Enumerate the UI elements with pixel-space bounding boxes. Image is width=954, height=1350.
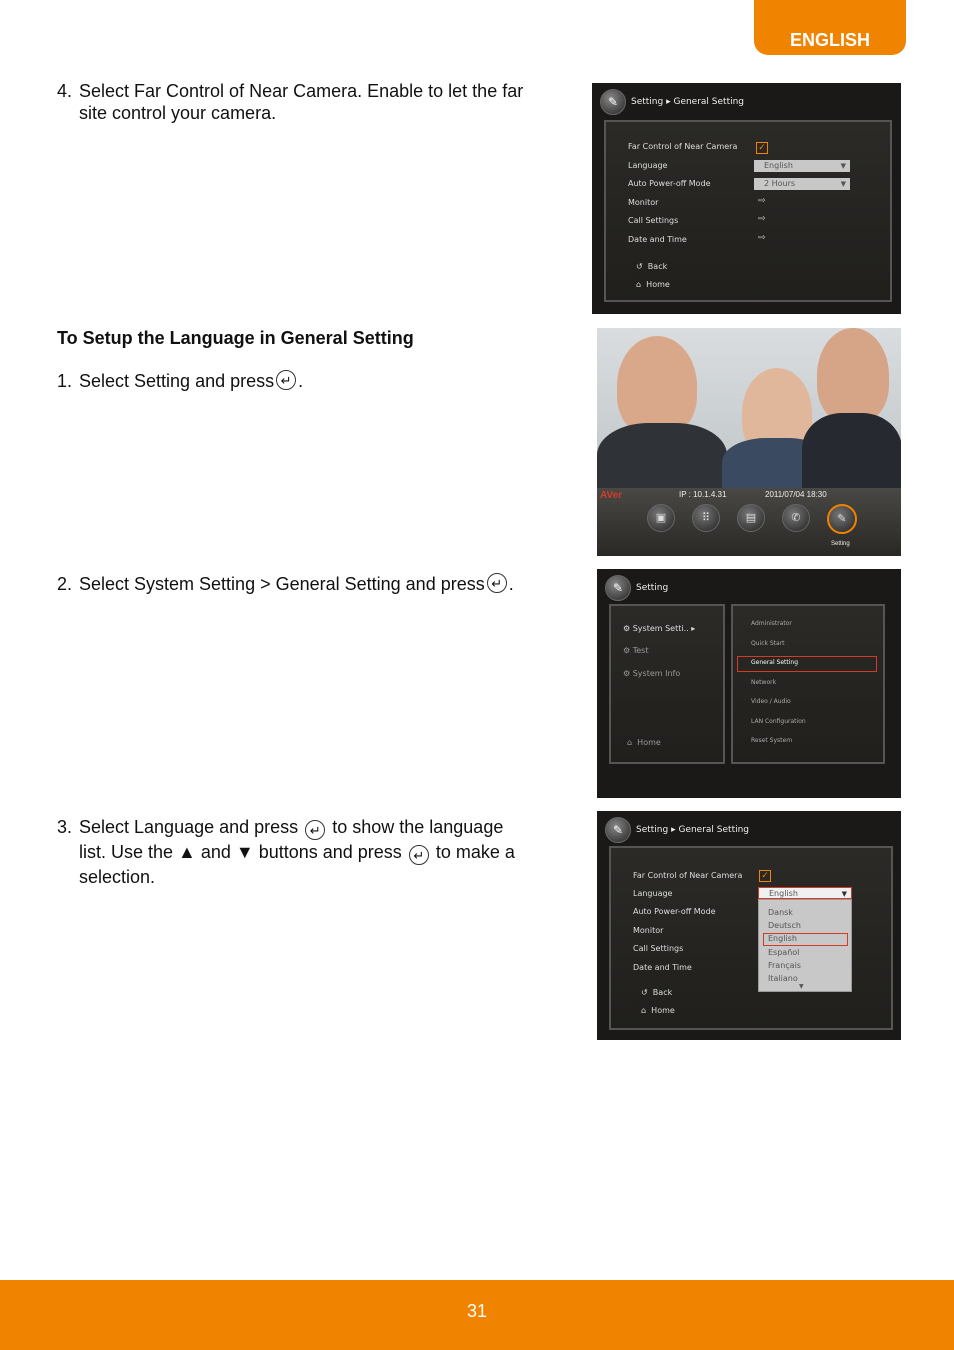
submenu-reset-system[interactable]: Reset System [751, 737, 793, 744]
language-dropdown[interactable]: English ▼ [754, 160, 850, 172]
checkbox-checked-icon[interactable]: ✓ [759, 870, 771, 882]
submenu-video-audio[interactable]: Video / Audio [751, 698, 791, 705]
page-number: 31 [466, 1301, 488, 1321]
menu-system-info[interactable]: ⚙ System Info [623, 669, 681, 678]
bottom-dock [597, 488, 901, 556]
step-number: 4. [57, 81, 73, 101]
step-number: 1. [57, 371, 73, 391]
enter-button-icon: ↵ [305, 820, 325, 840]
screenshot-setting-menu [597, 569, 901, 798]
menu-home[interactable]: ⌂ Home [627, 738, 661, 747]
wrench-icon: ✎ [605, 575, 631, 601]
row-language[interactable]: Language [633, 889, 673, 898]
enter-button-icon: ↵ [487, 573, 507, 593]
row-monitor[interactable]: Monitor [633, 926, 664, 935]
phonebook-icon[interactable]: ▤ [737, 504, 765, 532]
step-text: Select Setting and press [79, 371, 275, 391]
person-left [617, 336, 697, 436]
checkbox-checked-icon[interactable]: ✓ [756, 142, 768, 154]
submenu-administrator[interactable]: Administrator [751, 620, 792, 627]
row-date-time[interactable]: Date and Time [633, 963, 692, 972]
step-text: Select System Setting > General Setting and press [79, 574, 485, 594]
step-1: 1. Select Setting and press ↵ . [57, 371, 304, 391]
arrow-right-icon: ⇨ [758, 233, 766, 243]
screenshot-home-menu [597, 328, 901, 556]
back-icon: ↺ [641, 988, 648, 997]
row-far-control[interactable]: Far Control of Near Camera [628, 142, 738, 151]
chevron-down-icon: ▼ [840, 162, 846, 170]
enter-button-icon: ↵ [409, 845, 429, 865]
row-call-settings[interactable]: Call Settings [633, 944, 684, 953]
call-icon[interactable]: ✆ [782, 504, 810, 532]
row-auto-power-off[interactable]: Auto Power-off Mode [633, 907, 716, 916]
settings-panel [604, 120, 892, 302]
power-dropdown[interactable]: 2 Hours ▼ [754, 178, 850, 190]
language-tab: ENGLISH [754, 0, 906, 55]
language-list [758, 899, 852, 992]
step-number: 2. [57, 574, 73, 594]
breadcrumb: Setting ▸ General Setting [631, 97, 745, 107]
home-item[interactable]: ⌂ Home [636, 280, 670, 289]
menu-system-setting[interactable]: ⚙ System Setti.. ▸ [623, 624, 696, 633]
option-deutsch[interactable]: Deutsch [768, 921, 801, 930]
photo-icon[interactable]: ▣ [647, 504, 675, 532]
row-monitor[interactable]: Monitor [628, 198, 659, 207]
step-2: 2. Select System Setting > General Setting and press ↵ . [57, 574, 514, 594]
screen-header [600, 89, 744, 115]
option-english[interactable]: English [768, 934, 797, 943]
page-footer [0, 1280, 954, 1350]
active-label: Setting [831, 541, 850, 547]
step-text: Select Far Control of Near Camera. Enable to let the far site control your camera. [79, 81, 524, 123]
wrench-icon: ✎ [605, 817, 631, 843]
language-dropdown-open[interactable]: English ▼ [758, 887, 852, 899]
step-4 [57, 80, 547, 124]
settings-panel [609, 846, 893, 1030]
back-icon: ↺ [636, 262, 643, 271]
info-icon: ⚙ [623, 669, 631, 678]
row-language[interactable]: Language [628, 161, 668, 170]
aver-logo: AVer [600, 490, 623, 501]
chevron-down-icon: ▼ [840, 180, 846, 188]
breadcrumb: Setting ▸ General Setting [636, 825, 750, 835]
submenu-quick-start[interactable]: Quick Start [751, 640, 785, 647]
row-auto-power-off[interactable]: Auto Power-off Mode [628, 179, 711, 188]
left-menu [609, 604, 725, 764]
wrench-icon: ✎ [600, 89, 626, 115]
option-italiano[interactable]: Italiano [768, 974, 798, 983]
back-item[interactable]: ↺ Back [641, 988, 673, 997]
section-heading: To Setup the Language in General Setting [57, 328, 414, 348]
screen-header [605, 817, 749, 843]
arrow-right-icon: ⇨ [758, 214, 766, 224]
back-item[interactable]: ↺ Back [636, 262, 668, 271]
dialpad-icon[interactable]: ⠿ [692, 504, 720, 532]
gear-icon: ⚙ [623, 624, 631, 633]
home-item[interactable]: ⌂ Home [641, 1006, 675, 1015]
screen-title: Setting [636, 583, 669, 593]
row-call-settings[interactable]: Call Settings [628, 216, 679, 225]
submenu-network[interactable]: Network [751, 679, 777, 686]
row-far-control[interactable]: Far Control of Near Camera [633, 871, 743, 880]
ip-address: IP : 10.1.4.31 [679, 490, 727, 499]
screen-header [605, 575, 668, 601]
step-3: 3. Select Language and press ↵ to show the language list. Use the ▲ and ▼ buttons and press ↵ to make a selection. [57, 815, 557, 890]
row-date-time[interactable]: Date and Time [628, 235, 687, 244]
setting-icon[interactable]: ✎ [827, 504, 857, 534]
arrow-right-icon: ⇨ [758, 196, 766, 206]
submenu-general-setting[interactable]: General Setting [751, 659, 799, 666]
option-francais[interactable]: Français [768, 961, 801, 970]
enter-button-icon: ↵ [276, 370, 296, 390]
screenshot-language-list [597, 811, 901, 1040]
menu-test[interactable]: ⚙ Test [623, 646, 649, 655]
scroll-down-icon[interactable]: ▼ [799, 983, 804, 990]
home-icon: ⌂ [636, 280, 642, 289]
home-icon: ⌂ [627, 738, 633, 747]
step-number: 3. [57, 817, 73, 837]
option-dansk[interactable]: Dansk [768, 908, 793, 917]
right-submenu [731, 604, 885, 764]
screenshot-general-setting [592, 83, 901, 314]
test-icon: ⚙ [623, 646, 631, 655]
option-espanol[interactable]: Español [768, 948, 800, 957]
date-time: 2011/07/04 18:30 [765, 490, 827, 499]
person-right [817, 328, 889, 423]
submenu-lan-configuration[interactable]: LAN Configuration [751, 718, 806, 725]
home-icon: ⌂ [641, 1006, 647, 1015]
chevron-down-icon: ▼ [841, 890, 847, 898]
